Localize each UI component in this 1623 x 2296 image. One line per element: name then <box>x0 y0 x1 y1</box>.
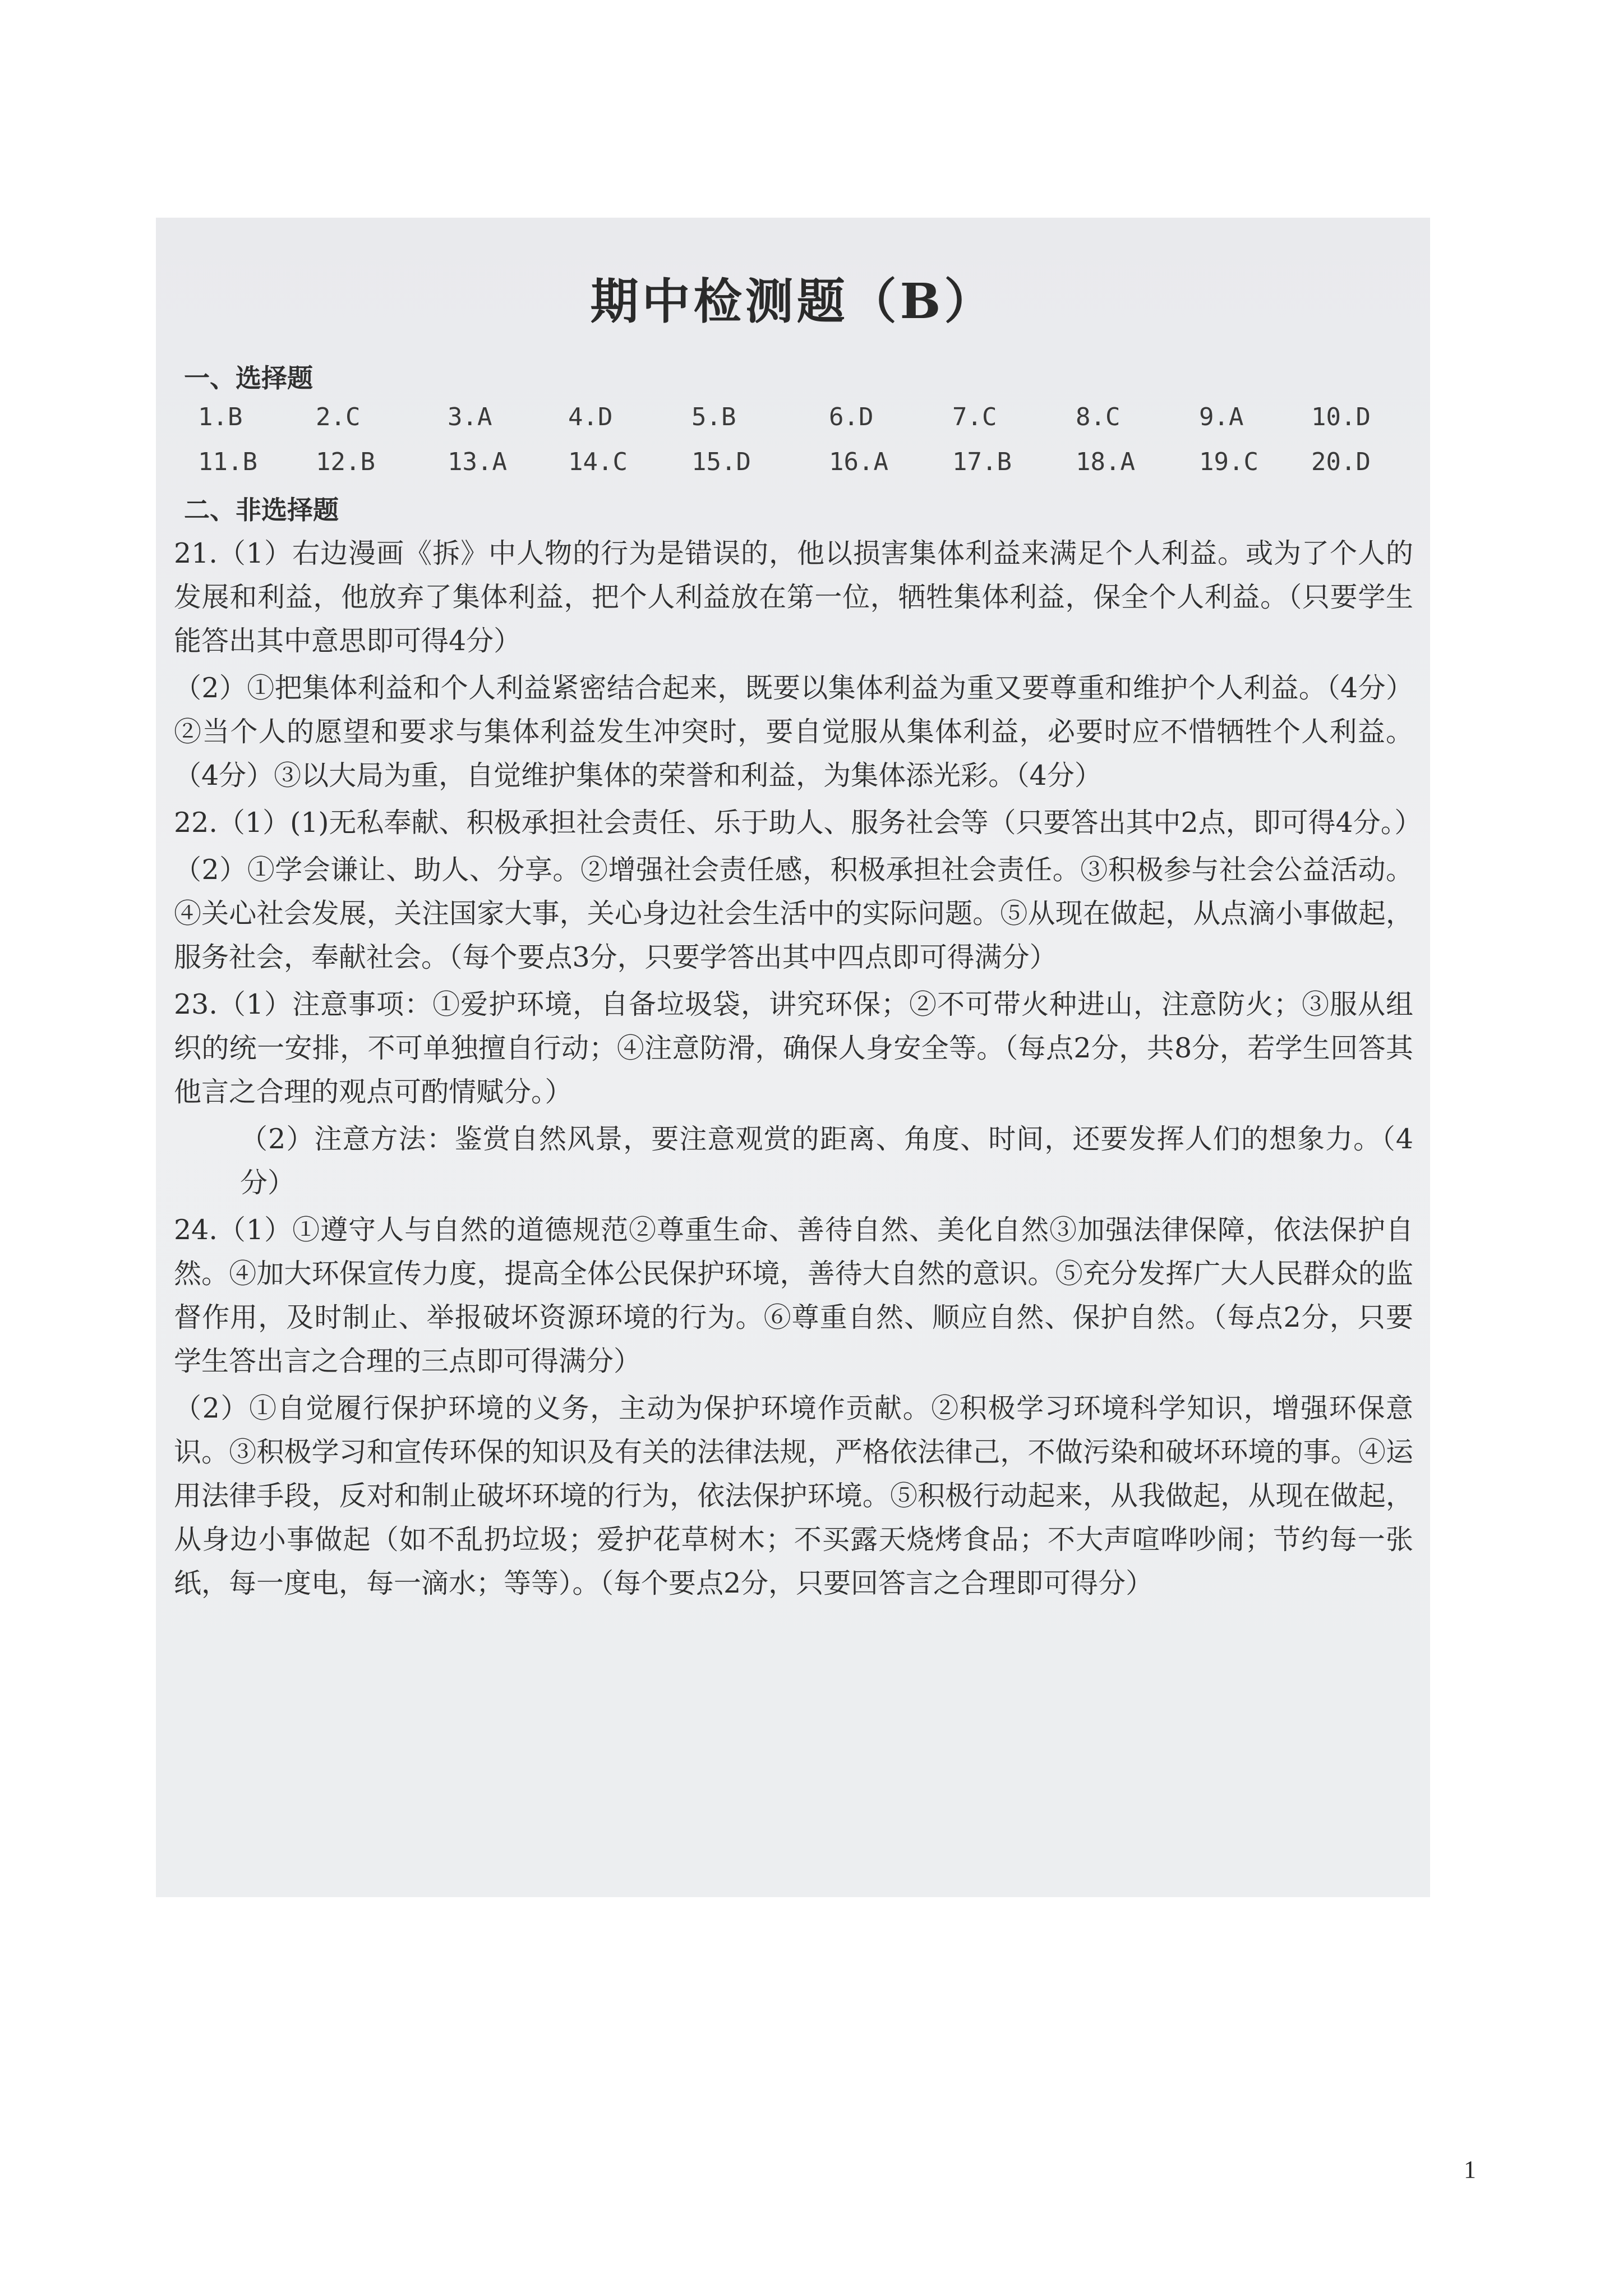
page-number: 1 <box>1464 2156 1476 2183</box>
answer-row-2 <box>156 448 1430 481</box>
answer-paragraph-21-1: 21.（1）右边漫画《拆》中人物的行为是错误的，他以损害集体利益来满足个人利益。或为了个人的发展和利益，他放弃了集体利益，把个人利益放在第一位，牺牲集体利益，保全个人利益。（只要学生能答出其中意思即可得4分） <box>174 537 1413 657</box>
answer-item: 2.C <box>316 403 361 431</box>
answer-paragraph-24-2: （2）①自觉履行保护环境的义务，主动为保护环境作贡献。②积极学习环境科学知识，增强环保意识。③积极学习和宣传环保的知识及有关的法律法规，严格依法律己，不做污染和破坏环境的事。④运用法律手段，反对和制止破坏环境的行为，依法保护环境。⑤积极行动起来，从我做起，从现在做起，从身边小事做起（如不乱扔垃圾；爱护花草树木；不买露天烧烤食品；不大声喧哗吵闹；节约每一张纸，每一度电，每一滴水；等等）。（每个要点2分，只要回答言之合理即可得分） <box>174 1392 1413 1599</box>
answer-item: 6.D <box>829 403 874 431</box>
scanned-answer-sheet <box>156 218 1430 1897</box>
answer-item: 4.D <box>568 403 613 431</box>
answer-item: 7.C <box>952 403 997 431</box>
answer-item: 5.B <box>691 403 736 431</box>
answer-item: 14.C <box>568 448 628 476</box>
answer-paragraph-24-1: 24.（1）①遵守人与自然的道德规范②尊重生命、善待自然、美化自然③加强法律保障，依法保护自然。④加大环保宣传力度，提高全体公民保护环境，善待大自然的意识。⑤充分发挥广大人民群众的监督作用，及时制止、举报破坏资源环境的行为。⑥尊重自然、顺应自然、保护自然。（每点2分，只要学生答出言之合理的三点即可得满分） <box>174 1214 1413 1377</box>
answer-item: 1.B <box>198 403 243 431</box>
section-heading-multiple-choice: 一、选择题 <box>184 363 313 393</box>
answer-item: 13.A <box>448 448 507 476</box>
answer-row-1 <box>156 403 1430 436</box>
answer-item: 16.A <box>829 448 888 476</box>
answer-item: 8.C <box>1076 403 1121 431</box>
answer-item: 12.B <box>316 448 375 476</box>
answer-item: 11.B <box>198 448 257 476</box>
answer-item: 20.D <box>1311 448 1371 476</box>
answer-paragraph-22-1: 22.（1）(1)无私奉献、积极承担社会责任、乐于助人、服务社会等（只要答出其中2点，即可得4分。） <box>174 807 1422 839</box>
answer-item: 19.C <box>1199 448 1258 476</box>
answer-item: 17.B <box>952 448 1012 476</box>
answer-item: 18.A <box>1076 448 1135 476</box>
answer-body <box>174 532 1422 1609</box>
answer-item: 3.A <box>448 403 492 431</box>
answer-item: 15.D <box>691 448 751 476</box>
answer-paragraph-22-2: （2）①学会谦让、助人、分享。②增强社会责任感，积极承担社会责任。③积极参与社会公益活动。④关心社会发展，关注国家大事，关心身边社会生活中的实际问题。⑤从现在做起，从点滴小事做起，服务社会，奉献社会。（每个要点3分，只要学答出其中四点即可得满分） <box>174 854 1413 973</box>
answer-item: 10.D <box>1311 403 1371 431</box>
section-heading-non-multiple-choice: 二、非选择题 <box>184 495 339 525</box>
answer-paragraph-23-1: 23.（1）注意事项：①爱护环境，自备垃圾袋，讲究环保；②不可带火种进山，注意防火；③服从组织的统一安排，不可单独擅自行动；④注意防滑，确保人身安全等。（每点2分，共8分，若学生回答其他言之合理的观点可酌情赋分。） <box>174 988 1413 1108</box>
page-title: 期中检测题（B） <box>590 273 996 330</box>
answer-paragraph-21-2: （2）①把集体利益和个人利益紧密结合起来，既要以集体利益为重又要尊重和维护个人利益。（4分）②当个人的愿望和要求与集体利益发生冲突时，要自觉服从集体利益，必要时应不惜牺牲个人利益。（4分）③以大局为重，自觉维护集体的荣誉和利益，为集体添光彩。（4分） <box>174 672 1413 792</box>
answer-paragraph-23-2: （2）注意方法：鉴赏自然风景，要注意观赏的距离、角度、时间，还要发挥人们的想象力。（4分） <box>240 1123 1413 1199</box>
answer-item: 9.A <box>1199 403 1244 431</box>
